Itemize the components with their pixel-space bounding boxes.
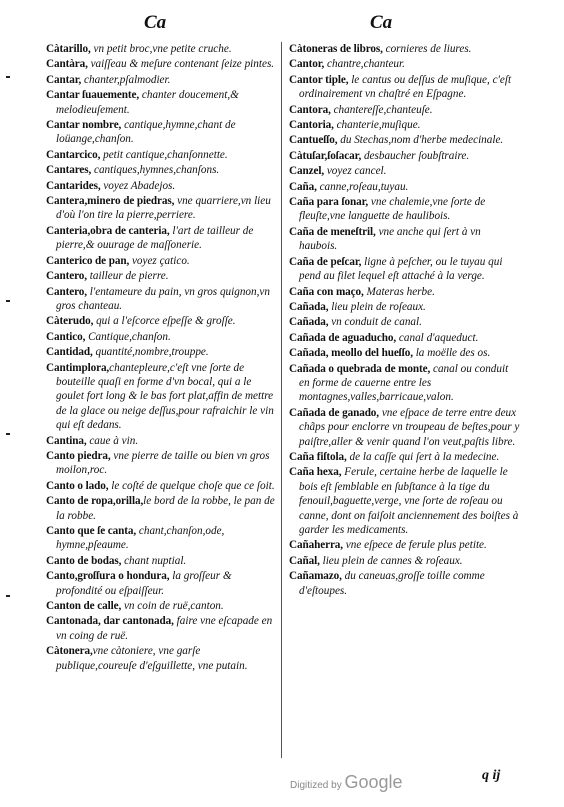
dictionary-entry <box>46 449 278 478</box>
entry-definition: chant nuptial. <box>121 554 187 567</box>
entry-headword: Cañada de ganado, <box>289 406 380 419</box>
entry-definition: cantiques,hymnes,chanſons. <box>91 164 220 177</box>
entry-definition: cantique,hymne,chant de loüange,chanſon. <box>56 119 236 146</box>
entry-headword: Caña para ſonar, <box>289 196 369 209</box>
entry-definition: canal ou conduit en forme de cauerne entre les montagnes,valles,barricaue,valon. <box>299 362 509 404</box>
entry-definition: chantre,chanteur. <box>324 58 405 71</box>
entry-definition: chant,chanſon,ode, hymne,pſeaume. <box>56 525 225 552</box>
entry-definition: vne eſpace de terre entre deux chãps pour enclorre vn troupeau de beſtes,pour y paiſtre,aller & venir quand l'on veut,paſtis libre. <box>299 406 520 448</box>
entry-definition: voyez çatico. <box>129 254 190 267</box>
dictionary-entry <box>289 285 521 299</box>
entry-headword: Cantueſſo, <box>289 134 338 147</box>
dictionary-entry <box>46 57 278 71</box>
dictionary-entry <box>289 118 521 132</box>
entry-definition: canal d'aqueduct. <box>396 331 479 344</box>
dictionary-entry <box>289 149 521 163</box>
dictionary-entry <box>289 255 521 284</box>
dictionary-entry <box>289 103 521 117</box>
dictionary-entry <box>289 538 521 552</box>
dictionary-entry <box>289 406 521 449</box>
digitized-label: Digitized by <box>290 780 342 791</box>
entry-definition: chantepleure,c'eſt vne ſorte de bouteille quaſi en forme d'vn bocal, qui a le goulet fort long & le bas fort plat,affin de mettre de la glace ou neige deſſus,pour rafraichir le vin qui eſt dedans. <box>56 361 274 432</box>
entry-headword: Càterudo, <box>46 315 94 328</box>
entry-definition: la groſſeur & profondité ou eſpaiſſeur. <box>56 570 232 597</box>
entry-headword: Canto o lado, <box>46 479 109 492</box>
entry-definition: lieu plein de cannes & roſeaux. <box>319 554 463 567</box>
dictionary-entry <box>46 224 278 253</box>
entry-headword: Cantàra, <box>46 58 88 71</box>
entry-headword: Cantar, <box>46 73 82 86</box>
entry-headword: Caña de peſcar, <box>289 255 362 268</box>
entry-headword: Canto piedra, <box>46 449 111 462</box>
dictionary-entry <box>289 57 521 71</box>
entry-headword: Canto de bodas, <box>46 554 122 567</box>
dictionary-entry <box>46 88 278 117</box>
dictionary-entry <box>46 361 278 433</box>
entry-headword: Càtarillo, <box>46 43 91 55</box>
entry-definition: l'art de tailleur de pierre,& ouurage de maſſonerie. <box>56 224 254 252</box>
entry-definition: quantité,nombre,trouppe. <box>92 346 209 359</box>
entry-headword: Cañada de aguaducho, <box>289 331 397 344</box>
dictionary-entry <box>289 569 521 598</box>
entry-definition: vn coin de ruë,canton. <box>121 600 224 613</box>
dictionary-entry <box>46 494 278 523</box>
dictionary-entry <box>289 331 521 345</box>
google-books-watermark <box>290 772 403 793</box>
entry-headword: Cantor, <box>289 58 325 71</box>
entry-definition: chantereſſe,chanteuſe. <box>330 103 433 116</box>
entry-definition: vne chalemie,vne ſorte de fleuſte,vne languette de haulibois. <box>299 196 486 223</box>
entry-headword: Cantora, <box>289 103 331 116</box>
entry-headword: Canto,groſſura o hondura, <box>46 570 170 583</box>
entry-definition: Materas herbe. <box>363 285 435 298</box>
entry-definition: chanter doucement,& melodieuſement. <box>56 89 239 116</box>
column-divider <box>281 42 282 758</box>
entry-headword: Canzel, <box>289 165 325 178</box>
entry-headword: Cantimplora, <box>46 361 110 374</box>
entry-headword: Caña hexa, <box>289 466 342 479</box>
entry-definition: cornieres de liures. <box>382 43 472 55</box>
dictionary-entry <box>289 554 521 568</box>
entry-headword: Cañamazo, <box>289 570 342 583</box>
entry-definition: de la caſſe qui ſert à la medecine. <box>346 450 500 463</box>
margin-mark <box>6 300 10 302</box>
margin-marks <box>0 0 30 807</box>
entry-headword: Cantor tiple, <box>289 73 349 86</box>
entry-definition: le coſté de quelque choſe que ce ſoit. <box>108 479 275 492</box>
dictionary-entry <box>289 73 521 102</box>
dictionary-entry <box>46 599 278 613</box>
entry-definition: vne anche qui ſert à vn haubois. <box>299 225 481 253</box>
dictionary-entry <box>289 315 521 329</box>
entry-definition: la moëlle des os. <box>412 347 491 360</box>
entry-definition: desbaucher ſoubſtraire. <box>361 149 470 162</box>
entry-headword: Càtoneras de libros, <box>289 43 383 55</box>
margin-mark <box>6 595 10 597</box>
entry-definition: du caneuas,groſſe toille comme d'eſtoupes. <box>299 570 485 597</box>
entry-definition: vne càtoniere, vne garſe publique,coureuſe d'eſguillette, vne putain. <box>56 645 248 672</box>
dictionary-entry <box>46 179 278 193</box>
entry-headword: Cantar ſuauemente, <box>46 89 140 102</box>
margin-mark <box>6 76 10 78</box>
dictionary-entry <box>289 450 521 464</box>
entry-definition: chanterie,muſique. <box>333 119 421 132</box>
dictionary-entry <box>46 614 278 643</box>
dictionary-entry <box>46 254 278 268</box>
dictionary-entry <box>289 42 521 56</box>
entry-headword: Caña de meneſtril, <box>289 225 376 238</box>
dictionary-entry <box>289 300 521 314</box>
dictionary-entry <box>46 479 278 493</box>
entry-definition: petit cantique,chanſonnette. <box>100 148 228 161</box>
dictionary-entry <box>46 314 278 328</box>
dictionary-entry <box>46 269 278 283</box>
entry-definition: vne quarriere,vn lieu d'où l'on tire la pierre,perriere. <box>56 195 271 222</box>
entry-headword: Cañal, <box>289 554 320 567</box>
entry-definition: voyez cancel. <box>324 165 387 178</box>
entry-headword: Cañada, meollo del hueſſo, <box>289 347 413 360</box>
entry-definition: ligne à peſcher, ou le tuyau qui pend au filet lequel eſt attaché à la verge. <box>299 255 503 283</box>
margin-mark <box>6 433 10 435</box>
entry-headword: Cantarides, <box>46 179 101 192</box>
entry-headword: Cañada o quebrada de monte, <box>289 362 431 375</box>
entry-definition: le bord de la robbe, le pan de la robbe. <box>56 495 275 522</box>
entry-headword: Cantero, <box>46 285 87 298</box>
entry-headword: Caña, <box>289 180 317 193</box>
entry-headword: Cantoria, <box>289 119 334 132</box>
signature-mark: q ij <box>482 768 501 783</box>
right-column <box>289 42 521 599</box>
entry-definition: vn conduit de canal. <box>328 316 422 329</box>
dictionary-entry <box>289 195 521 224</box>
entry-definition: l'entameure du pain, vn gros quignon,vn gros chanteau. <box>56 285 270 312</box>
entry-headword: Cantarcico, <box>46 148 101 161</box>
dictionary-entry <box>289 133 521 147</box>
entry-definition: vaiſſeau & meſure contenant ſeize pintes. <box>87 58 275 71</box>
header-left: Ca <box>144 12 167 33</box>
entry-headword: Caña fiſtola, <box>289 450 347 463</box>
entry-headword: Canto que ſe canta, <box>46 525 137 537</box>
dictionary-entry <box>289 346 521 360</box>
entry-headword: Canto de ropa,orilla, <box>46 495 144 508</box>
entry-headword: Canterico de pan, <box>46 254 130 267</box>
dictionary-entry <box>46 118 278 147</box>
entry-headword: Cantico, <box>46 330 86 343</box>
entry-definition: lieu plein de roſeaux. <box>328 300 426 313</box>
dictionary-entry <box>46 148 278 162</box>
entry-headword: Càtuſar,ſoſacar, <box>289 149 362 162</box>
entry-definition: vne eſpece de ferule plus petite. <box>343 539 487 552</box>
dictionary-entry <box>46 434 278 448</box>
entry-headword: Caña con maço, <box>289 285 364 298</box>
entry-headword: Cantero, <box>46 270 87 283</box>
running-header <box>40 12 500 36</box>
dictionary-entry <box>46 194 278 223</box>
entry-headword: Cantera,minero de piedras, <box>46 195 175 208</box>
dictionary-entry <box>46 569 278 598</box>
entry-definition: du Stechas,nom d'herbe medecinale. <box>337 134 504 147</box>
entry-definition: tailleur de pierre. <box>86 270 169 283</box>
left-column <box>46 42 278 674</box>
entry-headword: Cañaherra, <box>289 539 343 552</box>
dictionary-entry <box>289 164 521 178</box>
dictionary-entry <box>46 285 278 314</box>
entry-definition: Ferule, certaine herbe de laquelle le bois eſt ſemblable en ſubſtance à la tige du fenouil,baguette,verge, vne ſorte de roſeau ou canne, dont on faiſoit anciennement des boiſtes à garder les medicaments. <box>299 466 519 536</box>
entry-definition: chanter,pſalmodier. <box>81 73 171 86</box>
entry-definition: vn petit broc,vne petite cruche. <box>90 43 232 55</box>
entry-definition: caue à vin. <box>86 434 139 447</box>
entry-headword: Cantina, <box>46 434 87 447</box>
entry-headword: Cañada, <box>289 316 329 329</box>
dictionary-entry <box>289 225 521 254</box>
entry-definition: canne,roſeau,tuyau. <box>316 180 409 193</box>
entry-definition: voyez Abadejos. <box>100 179 176 192</box>
dictionary-entry <box>46 345 278 359</box>
entry-headword: Cantares, <box>46 164 92 177</box>
page-footer <box>40 768 540 798</box>
dictionary-entry <box>46 330 278 344</box>
entry-definition: qui a l'eſcorce eſpeſſe & groſſe. <box>93 315 236 328</box>
entry-definition: faire vne eſcapade en vn coing de ruë. <box>56 615 273 642</box>
entry-headword: Cantonada, dar cantonada, <box>46 615 174 628</box>
google-logo: Google <box>344 772 403 792</box>
dictionary-entry <box>46 42 278 56</box>
dictionary-entry <box>46 554 278 568</box>
entry-definition: Cantique,chanſon. <box>85 330 171 343</box>
dictionary-entry <box>46 644 278 673</box>
header-right: Ca <box>370 12 393 33</box>
entry-headword: Càtonera, <box>46 645 93 658</box>
dictionary-entry <box>46 163 278 177</box>
entry-definition: le cantus ou deſſus de muſique, c'eſt ordinairement vn chaſtré en Eſpagne. <box>299 73 512 101</box>
dictionary-entry <box>46 73 278 87</box>
dictionary-entry <box>289 362 521 405</box>
entry-headword: Canton de calle, <box>46 600 122 613</box>
entry-definition: vne pierre de taille ou bien vn gros moilon,roc. <box>56 449 270 477</box>
dictionary-entry <box>289 180 521 194</box>
dictionary-entry <box>46 524 278 553</box>
entry-headword: Cantidad, <box>46 346 93 359</box>
dictionary-entry <box>289 465 521 537</box>
entry-headword: Canteria,obra de canteria, <box>46 224 170 237</box>
entry-headword: Cañada, <box>289 300 329 313</box>
entry-headword: Cantar nombre, <box>46 119 122 132</box>
